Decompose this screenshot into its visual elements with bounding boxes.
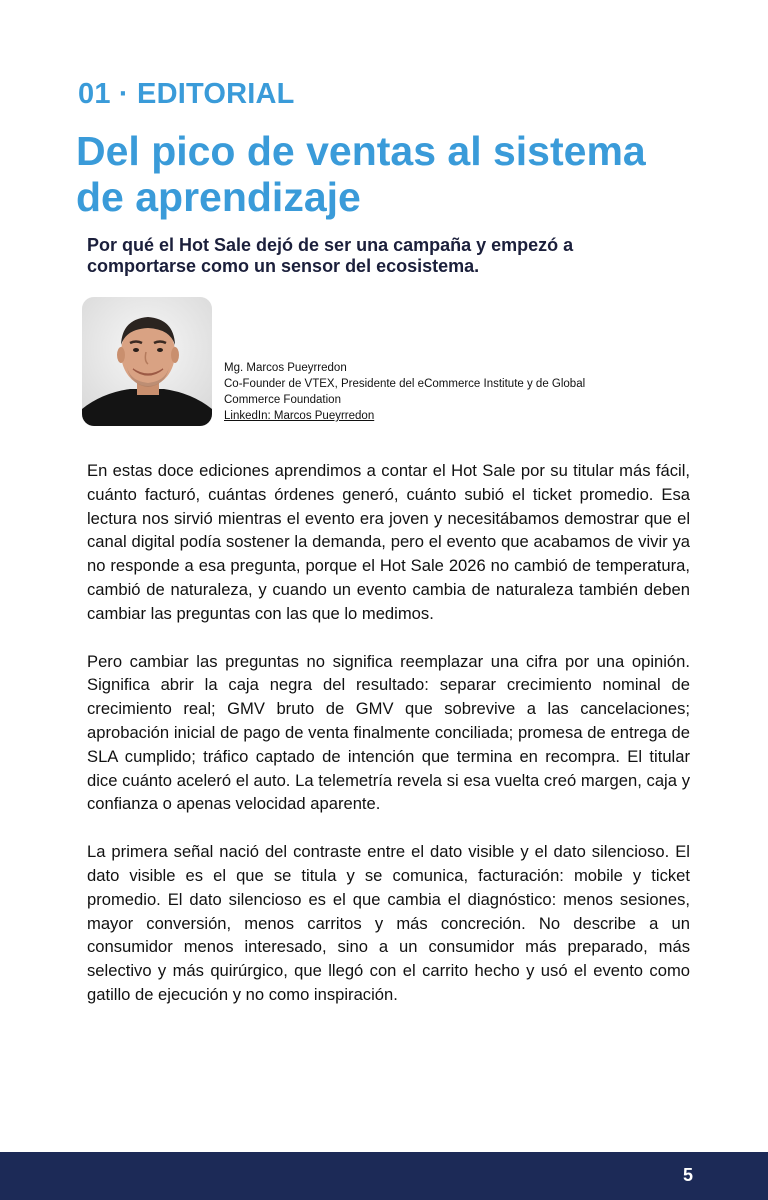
author-name: Mg. Marcos Pueyrredon: [224, 362, 347, 374]
author-portrait-image: [82, 297, 212, 426]
section-label: 01 · EDITORIAL: [78, 78, 295, 110]
article-subtitle: Por qué el Hot Sale dejó de ser una campaña y empezó a comportarse como un sensor del ecosistema.: [87, 235, 574, 276]
author-photo: [82, 297, 212, 426]
author-role: Co-Founder de VTEX, Presidente del eCommerce Institute y de Global Commerce Foundation: [224, 378, 586, 406]
page-footer: [0, 1152, 768, 1200]
article-body: [87, 459, 690, 1031]
article-title: Del pico de ventas al sistema de aprendizaje: [76, 128, 646, 220]
body-paragraph: Pero cambiar las preguntas no significa reemplazar una cifra por una opinión. Significa abrir la caja negra del resultado: separar crecimiento nominal de crecimiento real; GMV bruto de GMV que sobrevive a las cancelaciones; aprobación inicial de pago de venta finalmente conciliada; promesa de entrega de SLA cumplido; tráfico captado de intención que termina en recompra. El titular dice cuánto aceleró el auto. La telemetría revela si esa vuelta creó margen, caja y confianza o apenas velocidad aparente.: [87, 651, 690, 814]
author-info: [224, 360, 604, 424]
author-linkedin-link[interactable]: LinkedIn: Marcos Pueyrredon: [224, 410, 375, 422]
body-paragraph: La primera señal nació del contraste entre el dato visible y el dato silencioso. El dato visible es el que se titula y se comunica, facturación: mobile y ticket promedio. El dato silencioso es el que cambia el diagnóstico: menos sesiones, mayor conversión, menos carritos y más concreción. No describe a un consumidor menos interesado, sino a un consumidor más preparado, más selectivo y más quirúrgico, que llegó con el carrito hecho y usó el evento como gatillo de ejecución y no como inspiración.: [87, 842, 690, 1004]
body-paragraph: En estas doce ediciones aprendimos a contar el Hot Sale por su titular más fácil, cuánto facturó, cuántas órdenes generó, cuánto subió el ticket promedio. Esa lectura nos sirvió mientras el evento era joven y necesitábamos demostrar que el canal digital podía sostener la demanda, pero el evento que acabamos de vivir ya no responde a esa pregunta, porque el Hot Sale 2026 no cambió de temperatura, cambió de naturaleza, y cuando un evento cambia de naturaleza también deben cambiar las preguntas con las que lo medimos.: [87, 461, 690, 623]
page-number: 5: [682, 1165, 693, 1185]
